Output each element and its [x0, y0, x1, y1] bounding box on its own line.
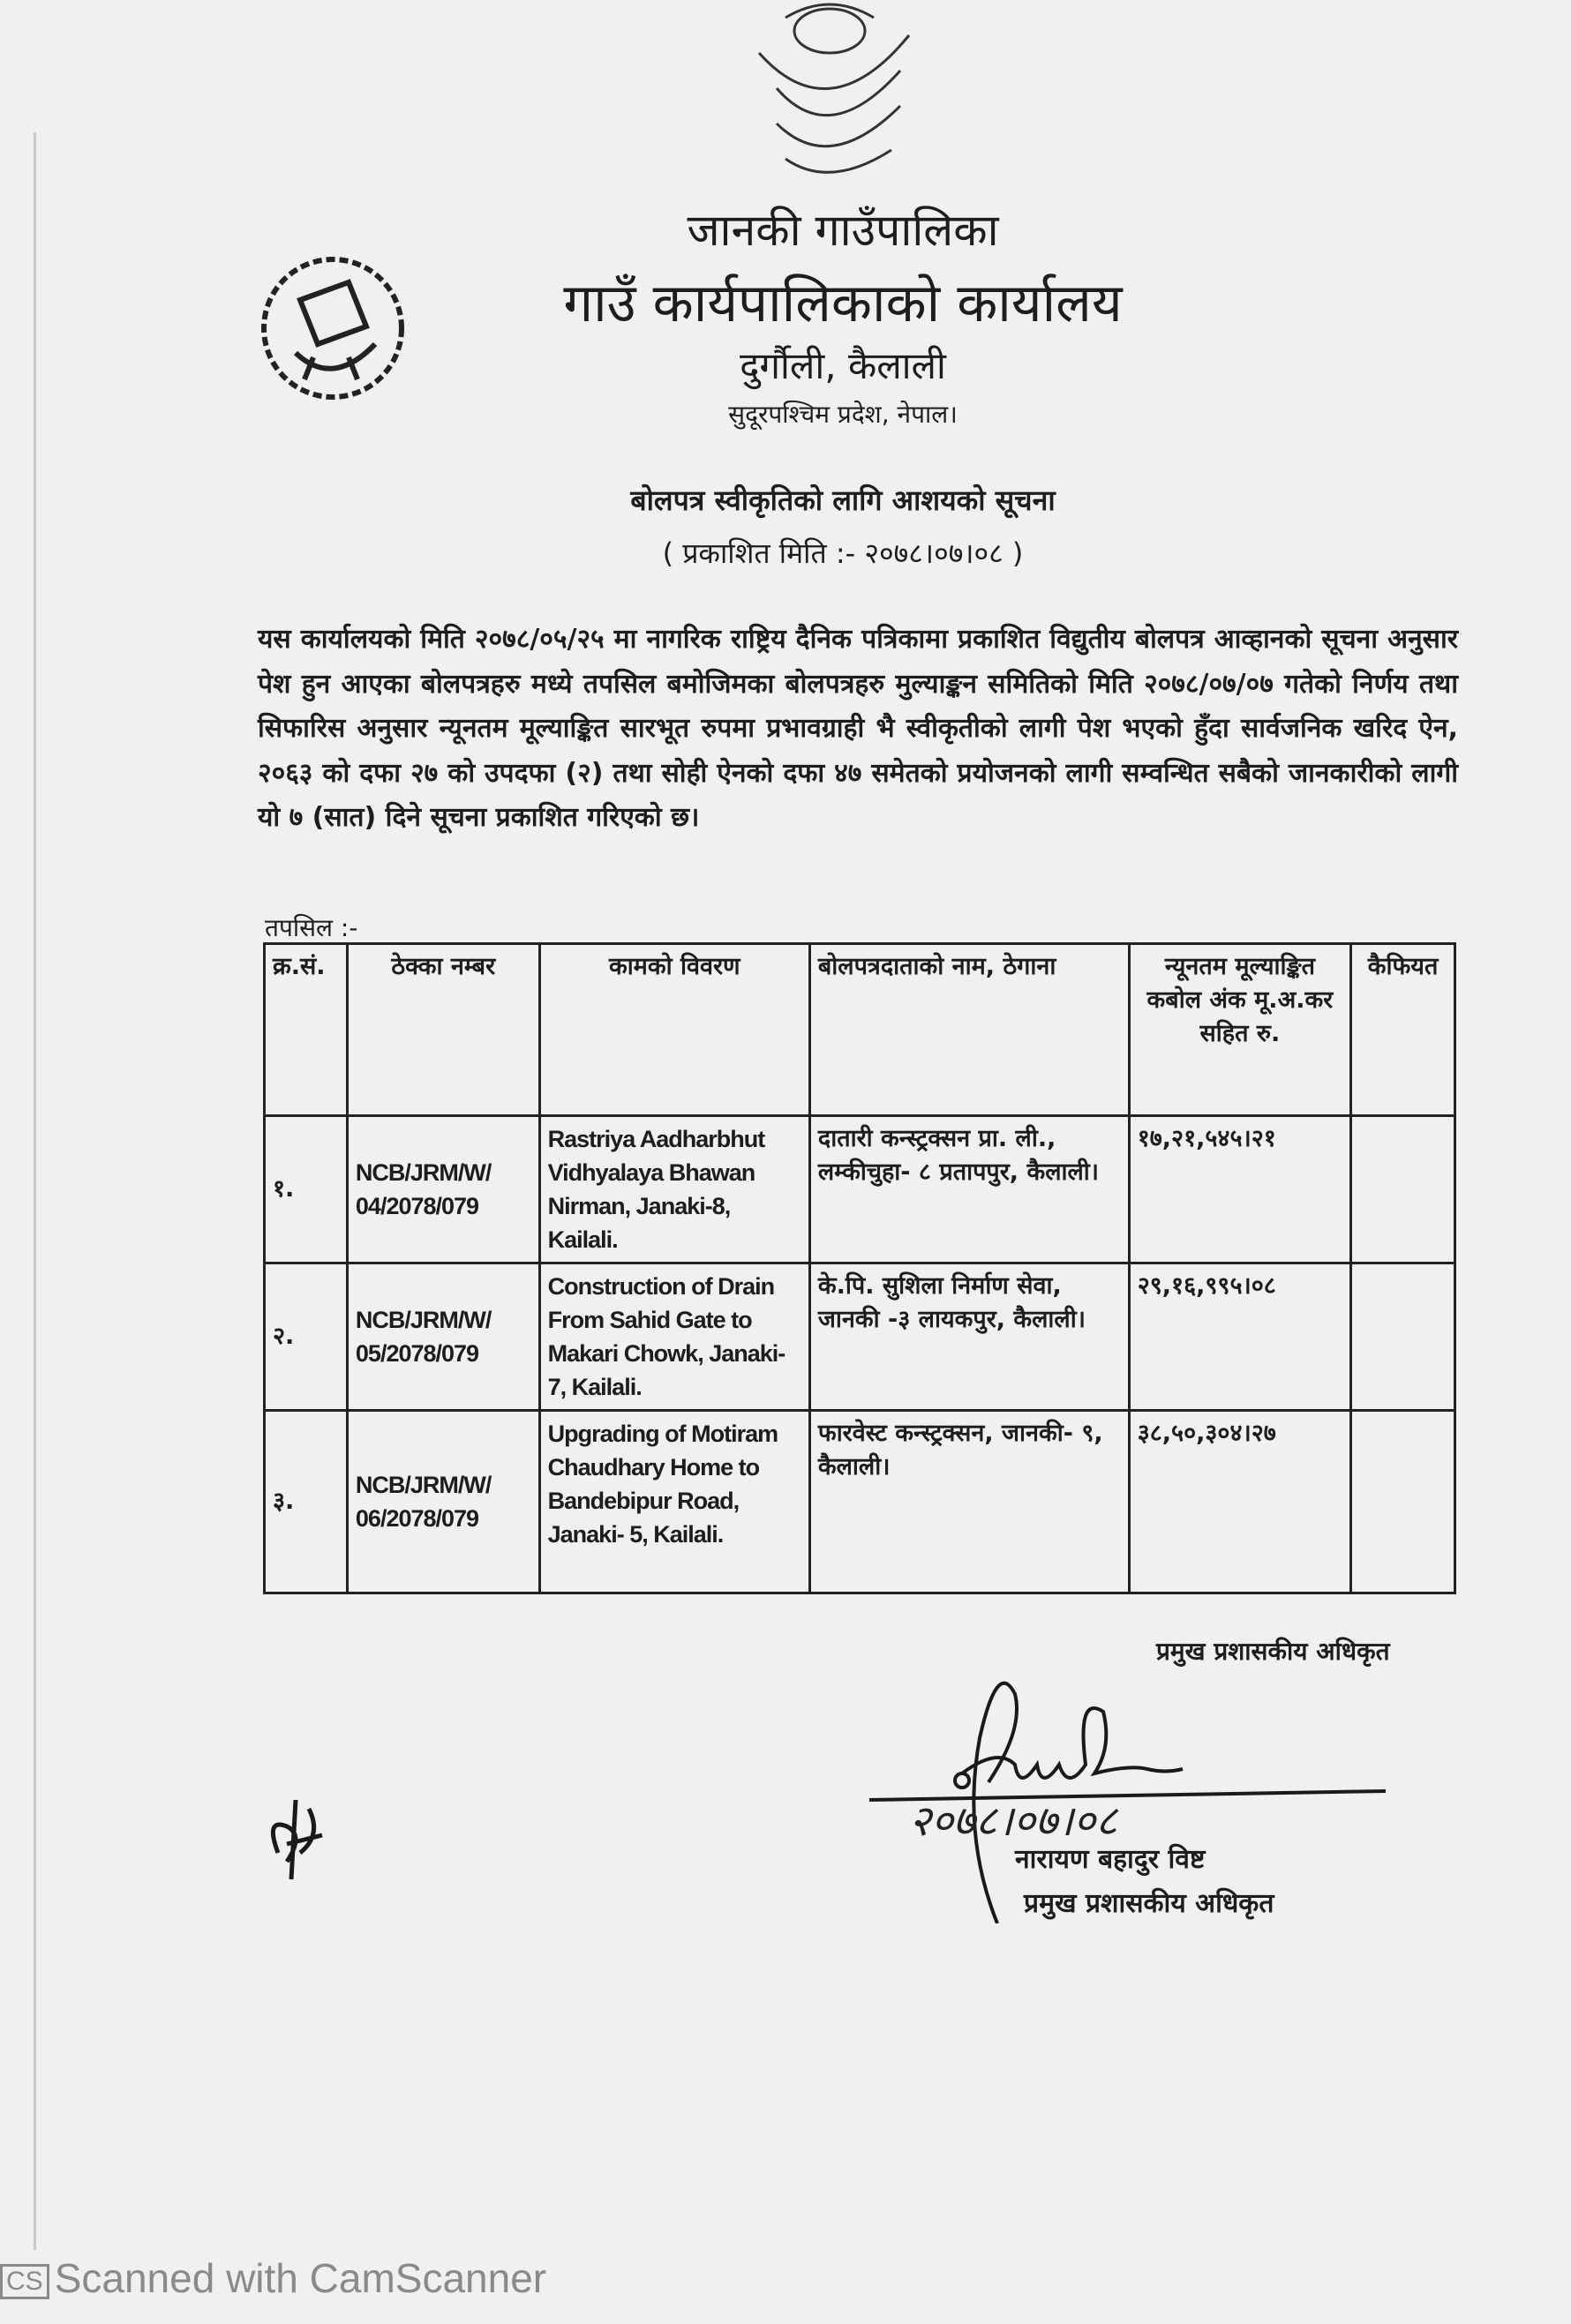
- cell-work: Construction of Drain From Sahid Gate to Makari Chowk, Janaki-7, Kailali.: [539, 1263, 809, 1411]
- notice-title: बोलपत्र स्वीकृतिको लागि आशयको सूचना: [630, 484, 1056, 517]
- cell-amount: १७,२१,५४५।२१: [1129, 1116, 1350, 1263]
- office-location: दुर्गौली, कैलाली: [740, 344, 946, 387]
- cell-contract: NCB/JRM/W/ 06/2078/079: [347, 1411, 539, 1593]
- table-row: [265, 1116, 1455, 1263]
- schedule-label: तपसिल :-: [265, 913, 358, 942]
- signatory-name: नारायण बहादुर विष्ट: [1015, 1844, 1206, 1875]
- bid-table: [263, 942, 1456, 1594]
- cell-remarks: [1351, 1116, 1455, 1263]
- cell-bidder: के.पि. सुशिला निर्माण सेवा, जानकी -३ लायकपुर, कैलाली।: [809, 1263, 1129, 1411]
- cell-amount: २९,१६,९९५।०८: [1129, 1263, 1350, 1411]
- notice-body: यस कार्यालयको मिति २०७८/०५/२५ मा नागरिक राष्ट्रिय दैनिक पत्रिकामा प्रकाशित विद्युतीय बोलपत्र आव्हानको सूचना अनुसार पेश हुन आएका बोलपत्रहरु मध्ये तपसिल बमोजिमका बोलपत्रहरु मुल्याङ्कन समितिको मिति २०७८/०७/०७ गतेको निर्णय तथा सिफारिस अनुसार न्यूनतम मूल्याङ्कित सारभूत रुपमा प्रभावग्राही भै स्वीकृतीको लागी पेश भएको हुँदा सार्वजनिक खरिद ऐन, २०६३ को दफा २७ को उपदफा (२) तथा सोही ऐनको दफा ४७ समेतको प्रयोजनको लागी सम्वन्धित सबैको जानकारीको लागी यो ७ (सात) दिने सूचना प्रकाशित गरिएको छ।: [258, 624, 1458, 833]
- cell-amount: ३८,५०,३०४।२७: [1129, 1411, 1350, 1593]
- office-province: सुदूरपश्चिम प्रदेश, नेपाल।: [728, 400, 958, 429]
- cell-sn: २.: [265, 1263, 348, 1411]
- table-header-row: [265, 944, 1455, 1116]
- published-date: ( प्रकाशित मिति :- २०७८।०७।०८ ): [662, 536, 1024, 570]
- header-bidder: बोलपत्रदाताको नाम, ठेगाना: [809, 944, 1129, 1116]
- header-amount: न्यूनतम मूल्याङ्कित कबोल अंक मू.अ.कर सहित रु.: [1129, 944, 1350, 1116]
- header-contract-no: ठेक्का नम्बर: [347, 944, 539, 1116]
- cell-bidder: फारवेस्ट कन्स्ट्रक्सन, जानकी- ९, कैलाली।: [809, 1411, 1129, 1593]
- camscanner-logo-icon: CS: [0, 2264, 49, 2299]
- signatory-role: प्रमुख प्रशासकीय अधिकृत: [1024, 1888, 1274, 1919]
- camscanner-text: Scanned with CamScanner: [54, 2255, 547, 2301]
- office-seal-stamp: [724, 0, 936, 190]
- signatory-title-top: प्रमुख प्रशासकीय अधिकृत: [1156, 1637, 1390, 1666]
- cell-remarks: [1351, 1263, 1455, 1411]
- cell-bidder: दातारी कन्स्ट्रक्सन प्रा. ली., लम्कीचुहा- ८ प्रतापपुर, कैलाली।: [809, 1116, 1129, 1263]
- cell-contract: NCB/JRM/W/ 05/2078/079: [347, 1263, 539, 1411]
- scan-margin-line: [34, 132, 36, 2250]
- header-sn: क्र.सं.: [265, 944, 348, 1116]
- cell-contract: NCB/JRM/W/ 04/2078/079: [347, 1116, 539, 1263]
- handwritten-initials: [260, 1782, 349, 1888]
- office-name: गाउँ कार्यपालिकाको कार्यालय: [563, 273, 1123, 334]
- cell-work: Upgrading of Motiram Chaudhary Home to Bandebipur Road, Janaki- 5, Kailali.: [539, 1411, 809, 1593]
- cell-remarks: [1351, 1411, 1455, 1593]
- cell-sn: १.: [265, 1116, 348, 1263]
- header-remarks: कैफियत: [1351, 944, 1455, 1116]
- camscanner-watermark: [0, 2254, 546, 2302]
- header-work-description: कामको विवरण: [539, 944, 809, 1116]
- table-row: [265, 1263, 1455, 1411]
- table-row: [265, 1411, 1455, 1593]
- cell-work: Rastriya Aadharbhut Vidhyalaya Bhawan Nirman, Janaki-8, Kailali.: [539, 1116, 809, 1263]
- municipality-name: जानकी गाउँपालिका: [687, 205, 999, 256]
- cell-sn: ३.: [265, 1411, 348, 1593]
- handwritten-date: २०७८।०७।०८: [909, 1796, 1118, 1846]
